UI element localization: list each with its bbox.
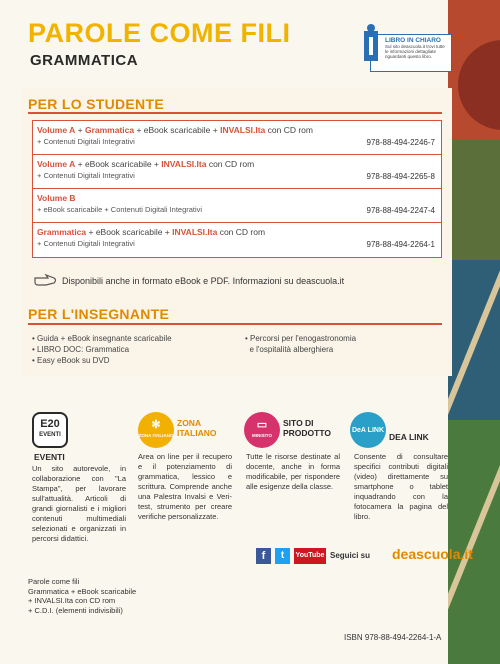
list-item: e l'ospitalità alberghiera [245, 345, 334, 354]
youtube-icon[interactable]: YouTube [294, 548, 326, 564]
availability-note: Disponibili anche in formato eBook e PDF. Informazioni su deascuola.it [62, 276, 345, 286]
table-row: Volume A + eBook scaricabile + INVALSI.Ita con CD rom + Contenuti Digitali Integrativi 978-88-494-2265-8 [33, 155, 441, 189]
section-title-studente: PER LO STUDENTE [28, 96, 164, 112]
section-rule [28, 112, 442, 114]
zona-italiano-icon: ✻ ZONA ITALIANO [138, 412, 174, 448]
cover-artwork [448, 0, 500, 664]
footer-product: Parole come fili Grammatica + eBook scaricabile + INVALSI.Ita con CD rom + C.D.I. (elementi indivisibili) [28, 577, 137, 615]
book-title: PAROLE COME FILI [28, 18, 291, 48]
libro-in-chiaro-title: LIBRO IN CHIARO [385, 37, 441, 44]
follow-label: Seguici su [330, 551, 371, 560]
footer-isbn: ISBN 978-88-494-2264-1-A [344, 633, 442, 642]
digital-features [32, 412, 452, 548]
product-table [32, 120, 442, 258]
feature-title: SITO DI PRODOTTO [283, 418, 332, 438]
book-subtitle: GRAMMATICA [30, 52, 139, 69]
libro-in-chiaro-icon [362, 23, 380, 61]
libro-in-chiaro-box [370, 34, 452, 72]
isbn-code: 978-88-494-2247-4 [366, 206, 435, 215]
facebook-icon[interactable]: f [256, 548, 271, 564]
list-item: • Percorsi per l'enogastronomia [245, 334, 357, 343]
libro-in-chiaro-text: Sul sito deascuola.it trovi tutte le informazioni dettagliate riguardanti questo libro. [385, 44, 445, 59]
teacher-materials-list [32, 333, 172, 366]
teacher-materials-list [245, 333, 356, 355]
list-item: • Guida + eBook insegnante scaricabile [32, 334, 172, 343]
feature-title: EVENTI [34, 452, 65, 462]
minisito-icon: ▭ MINISITO [244, 412, 280, 448]
table-row: Grammatica + eBook scaricabile + INVALSI.Ita con CD rom + Contenuti Digitali Integrativi 978-88-494-2264-1 [37, 227, 435, 249]
feature-text: Area on line per il recupero e il potenziamento di grammatica, lessico e scrittura. Comprende anche una Palestra Invalsi e Veri-test, strumento per creare verifiche personalizzate. [138, 452, 232, 521]
isbn-code: 978-88-494-2264-1 [366, 240, 435, 249]
feature-title: ZONA ITALIANO [177, 418, 217, 438]
twitter-icon[interactable]: t [275, 548, 290, 564]
feature-text: Tutte le risorse destinate al docente, anche in forma modificabile, per rispondere alle esigenze della classe. [246, 452, 340, 491]
section-rule [28, 323, 442, 325]
pointer-hand-icon [34, 272, 58, 288]
section-title-insegnante: PER L'INSEGNANTE [28, 306, 170, 322]
isbn-code: 978-88-494-2265-8 [366, 172, 435, 181]
dea-link-icon: DeA LINK [350, 412, 386, 448]
table-row: Volume B + eBook scaricabile + Contenuti Digitali Integrativi 978-88-494-2247-4 [33, 189, 441, 223]
list-item: • LIBRO DOC: Grammatica [32, 345, 130, 354]
table-row: Volume A + Grammatica + eBook scaricabile + INVALSI.Ita con CD rom + Contenuti Digitali Integrativi 978-88-494-2246-7 [33, 121, 441, 155]
e20-eventi-icon: E20 EVENTI [32, 412, 68, 448]
deascuola-link[interactable]: deascuola.it [392, 546, 473, 562]
list-item: • Easy eBook su DVD [32, 356, 110, 365]
isbn-code: 978-88-494-2246-7 [366, 138, 435, 147]
feature-text: Consente di consultare specifici contributi digitali (video) direttamente su smartphone o tablet inquadrando con la fotocamera la pagina del libro. [354, 452, 448, 521]
feature-text: Un sito autorevole, in collaborazione con "La Stampa", per lavorare sull'attualità. Articoli di grandi giornalisti e i migliori contenuti multimediali selezionati e organizzati in percorsi didattici. [32, 464, 126, 543]
feature-title: DEA LINK [389, 432, 429, 442]
